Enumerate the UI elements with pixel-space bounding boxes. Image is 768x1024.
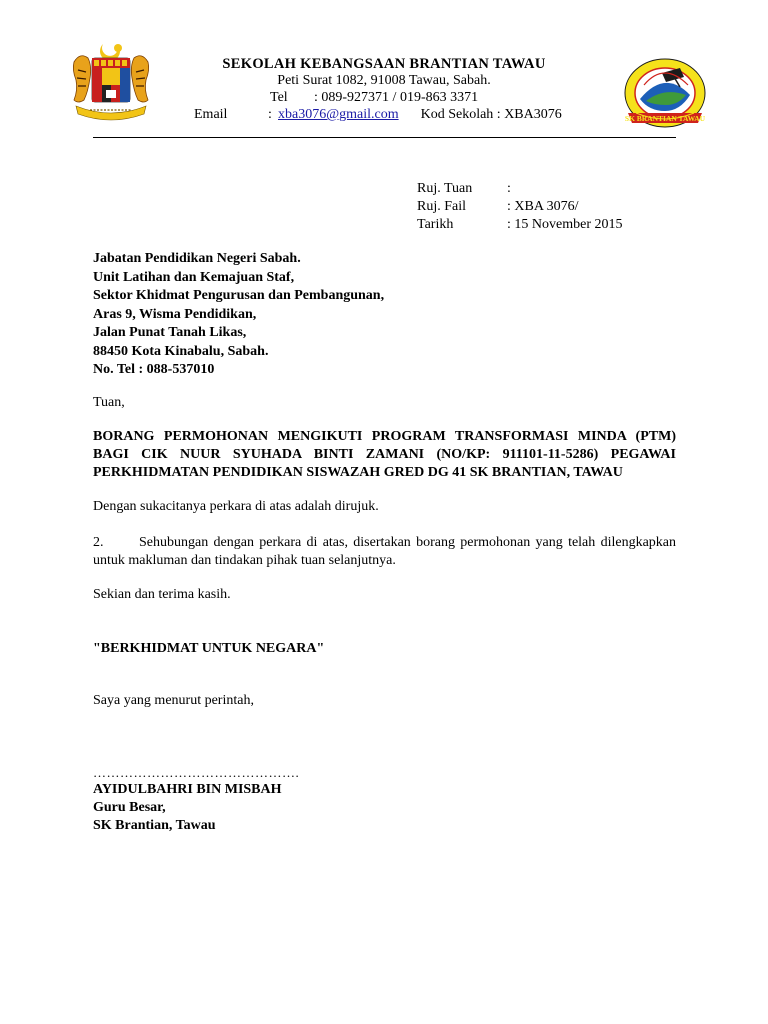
school-address: Peti Surat 1082, 91008 Tawau, Sabah. — [277, 73, 491, 88]
signature-line: ………………………………………. — [93, 765, 300, 780]
recipient-line: 88450 Kota Kinabalu, Sabah. — [93, 343, 269, 359]
school-code: Kod Sekolah : XBA3076 — [420, 107, 562, 122]
ref-value: : 15 November 2015 — [507, 217, 623, 232]
recipient-line: Jabatan Pendidikan Negeri Sabah. — [93, 251, 301, 266]
ref-row — [417, 198, 579, 216]
recipient-line: Sektor Khidmat Pengurusan dan Pembangunan, — [93, 288, 385, 303]
email-link[interactable]: xba3076@gmail.com — [278, 107, 399, 122]
salutation: Tuan, — [93, 395, 125, 410]
badge-banner-text: SK BRANTIAN TAWAU — [624, 114, 706, 123]
paragraph-1: Dengan sukacitanya perkara di atas adalah dirujuk. — [93, 499, 379, 514]
header-divider — [93, 137, 676, 138]
signatory-name: AYIDULBAHRI BIN MISBAH — [93, 782, 282, 797]
recipient-line: Unit Latihan dan Kemajuan Staf, — [93, 269, 295, 285]
signatory-title: Guru Besar, — [93, 800, 166, 815]
signatory-school: SK Brantian, Tawau — [93, 818, 216, 833]
paragraph-number: 2. — [93, 535, 104, 550]
recipient-line: No. Tel : 088-537010 — [93, 362, 215, 377]
ref-value: : XBA 3076/ — [507, 199, 579, 214]
recipient-address — [93, 250, 384, 380]
email-row — [194, 106, 562, 124]
ref-label: Ruj. Fail — [417, 199, 467, 214]
ref-label: Ruj. Tuan — [417, 181, 473, 196]
closing-line: Sekian dan terima kasih. — [93, 587, 231, 602]
school-telephone — [270, 89, 478, 107]
paragraph-2 — [93, 534, 676, 570]
ref-row — [417, 180, 511, 198]
tel-value: : 089-927371 / 019-863 3371 — [314, 90, 479, 105]
paragraph-2-text: Sehubungan dengan perkara di atas, disertakan borang permohonan yang telah dilengkapkan untuk makluman dan tindakan pihak tuan selanjutnya. — [93, 535, 676, 568]
ref-value: : — [507, 181, 511, 196]
recipient-line: Jalan Punat Tanah Likas, — [93, 325, 247, 340]
ref-row — [417, 216, 622, 234]
ref-label: Tarikh — [417, 217, 454, 232]
school-badge-logo — [622, 55, 708, 137]
recipient-line: Aras 9, Wisma Pendidikan, — [93, 306, 257, 322]
sign-off: Saya yang menurut perintah, — [93, 693, 254, 708]
email-label: Email — [194, 107, 228, 122]
letter-subject: BORANG PERMOHONAN MENGIKUTI PROGRAM TRANSFORMASI MINDA (PTM) BAGI CIK NUUR SYUHADA BINTI ZAMANI (NO/KP: 911101-11-5286) PEGAWAI PERKHIDMATAN PENDIDIKAN SISWAZAH GRED DG 41 SK BRANTIAN, TAWAU — [93, 429, 676, 480]
motto: "BERKHIDMAT UNTUK NEGARA" — [93, 641, 325, 656]
email-separator: : — [268, 107, 272, 122]
tel-label: Tel — [270, 90, 288, 105]
school-name: SEKOLAH KEBANGSAAN BRANTIAN TAWAU — [222, 56, 546, 72]
